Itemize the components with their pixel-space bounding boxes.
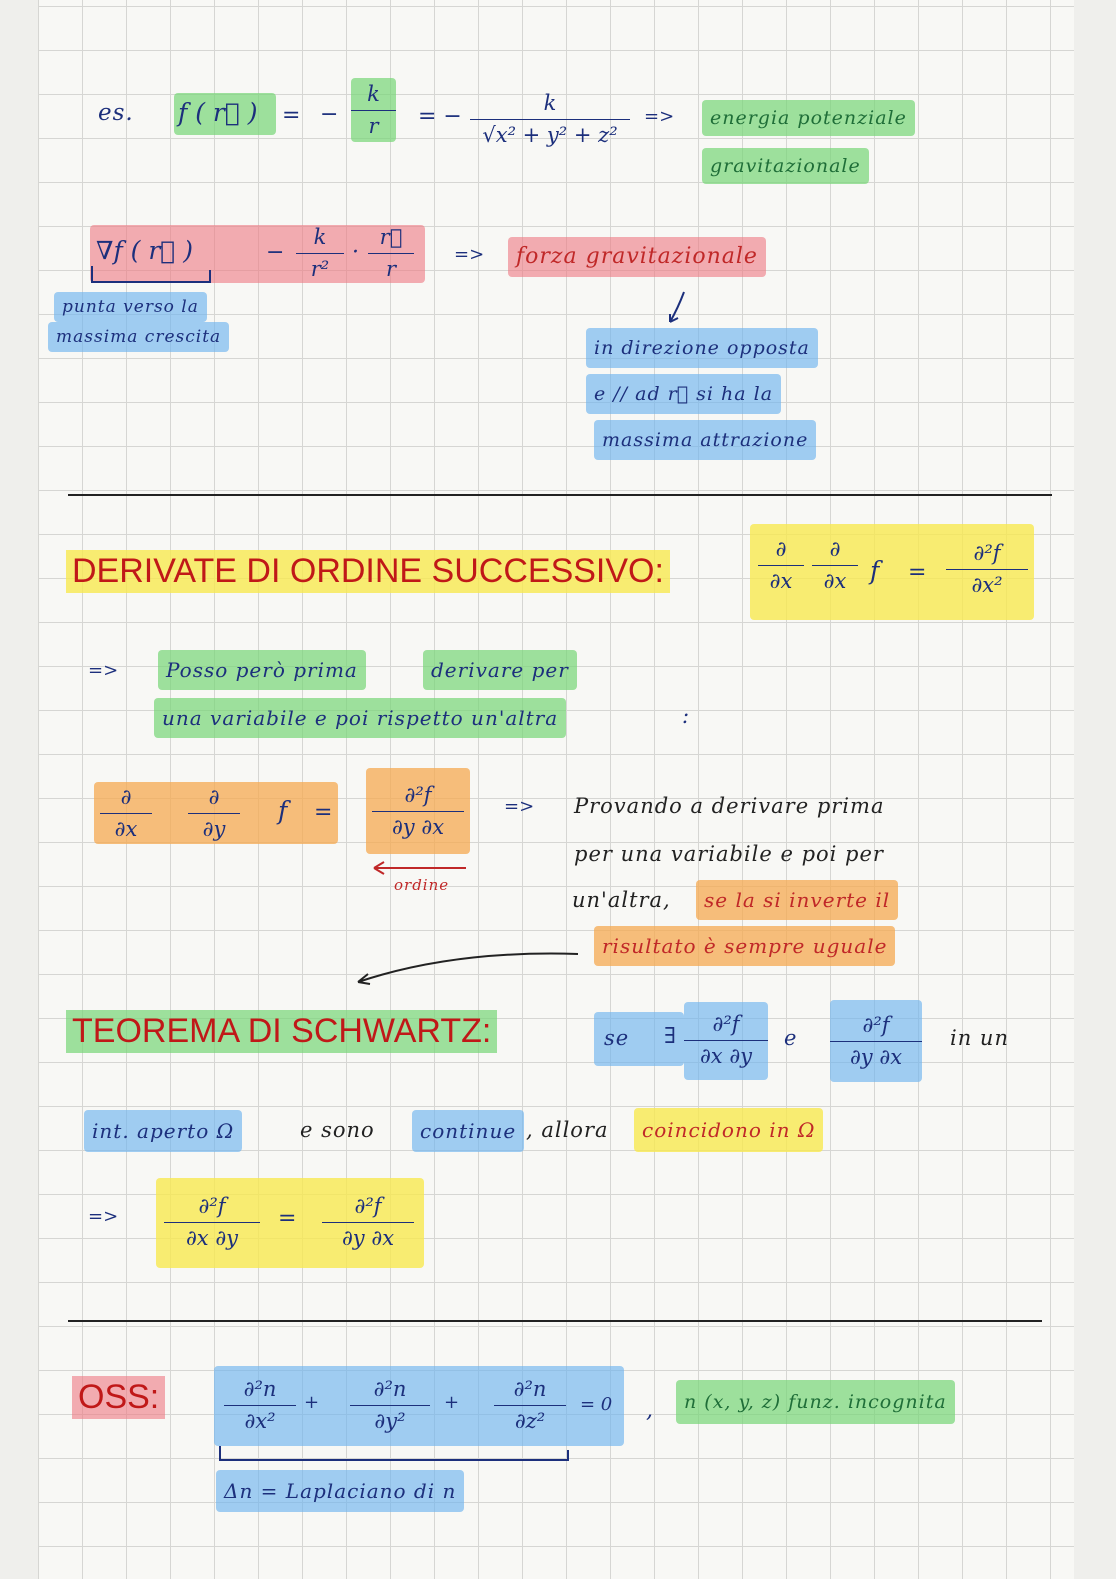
equals-2: = bbox=[908, 560, 927, 585]
frac-d2f-dydx: ∂²f ∂y ∂x bbox=[372, 770, 464, 852]
es-label: es. bbox=[98, 100, 134, 126]
frac-d-dx-c: ∂ ∂x bbox=[100, 774, 152, 852]
energy-label-1: energia potenziale bbox=[702, 100, 915, 136]
frac-d2n-dx2: ∂²n ∂x² bbox=[224, 1364, 296, 1446]
gradient-f: ∇f ( r⃗ ) bbox=[96, 236, 194, 265]
frac-d2f-dydx-a: ∂²f ∂y ∂x bbox=[830, 1000, 922, 1082]
frac-d-dx-a: ∂ ∂x bbox=[758, 530, 804, 600]
continue-label: continue bbox=[412, 1110, 524, 1152]
f-of-r: f ( r⃗ ) bbox=[178, 98, 258, 127]
exists-symbol: ∃ bbox=[664, 1024, 676, 1049]
notebook-page bbox=[38, 0, 1074, 1579]
minus-1: − bbox=[320, 102, 339, 127]
implies-arrow-3: => bbox=[88, 660, 119, 681]
energy-label-2: gravitazionale bbox=[702, 148, 869, 184]
frac-rvec-over-r: r⃗ r bbox=[368, 220, 414, 286]
implies-arrow-2: => bbox=[454, 244, 485, 265]
f-symbol-2: f bbox=[278, 796, 288, 825]
section-divider-2 bbox=[68, 1320, 1042, 1322]
unknown-function-label: n (x, y, z) funz. incognita bbox=[676, 1380, 955, 1424]
frac-d2f-dxdy-b: ∂²f ∂x ∂y bbox=[164, 1180, 260, 1264]
implies-arrow-1: => bbox=[644, 106, 675, 127]
frac-d2f-dydx-b: ∂²f ∂y ∂x bbox=[322, 1180, 414, 1264]
minus-2: − bbox=[266, 240, 285, 265]
e-sono-label: e sono bbox=[300, 1118, 375, 1142]
in-un-label: in un bbox=[950, 1026, 1009, 1050]
heading-derivate: DERIVATE DI ORDINE SUCCESSIVO: bbox=[66, 550, 670, 593]
section-divider-1 bbox=[68, 494, 1052, 496]
implies-arrow-4: => bbox=[504, 796, 535, 817]
plus-2: + bbox=[444, 1392, 460, 1413]
coincidono-label: coincidono in Ω bbox=[634, 1108, 823, 1152]
comma: , bbox=[646, 1398, 653, 1423]
direction-note-3: massima attrazione bbox=[594, 420, 816, 460]
proving-line-3a: un'altra, bbox=[572, 888, 671, 912]
proving-line-1: Provando a derivare prima bbox=[574, 794, 885, 818]
colon: : bbox=[682, 704, 691, 728]
dot-operator: · bbox=[352, 240, 359, 265]
equals-zero: = 0 bbox=[580, 1394, 613, 1415]
frac-d2f-dxdy-a: ∂²f ∂x ∂y bbox=[684, 1000, 768, 1080]
grad-note-2: massima crescita bbox=[48, 322, 229, 352]
order-label: ordine bbox=[394, 876, 450, 894]
allora-label: , allora bbox=[526, 1118, 609, 1142]
f-symbol-1: f bbox=[870, 556, 880, 585]
e-conjunction: e bbox=[784, 1026, 798, 1050]
curved-arrow-1 bbox=[664, 288, 694, 328]
implies-arrow-5: => bbox=[88, 1206, 119, 1227]
plus-1: + bbox=[304, 1392, 320, 1413]
laplacian-underbrace bbox=[214, 1444, 574, 1470]
heading-oss: OSS: bbox=[72, 1376, 165, 1419]
frac-k-over-r2: k r² bbox=[296, 220, 344, 286]
equals-3: = bbox=[314, 800, 333, 825]
frac-d2f-dx2: ∂²f ∂x² bbox=[946, 526, 1028, 612]
proving-line-2: per una variabile e poi per bbox=[574, 842, 884, 866]
direction-note-1: in direzione opposta bbox=[586, 328, 818, 368]
frac-d-dx-b: ∂ ∂x bbox=[812, 530, 858, 600]
line-1a: Posso però prima bbox=[158, 650, 366, 690]
direction-note-2: e // ad r⃗ si ha la bbox=[586, 374, 781, 414]
open-interval-label: int. aperto Ω bbox=[84, 1110, 242, 1152]
equals-minus: = − bbox=[418, 104, 462, 129]
proving-line-3b: se la si inverte il bbox=[696, 880, 898, 920]
proving-line-4: risultato è sempre uguale bbox=[594, 926, 895, 966]
equals-4: = bbox=[278, 1206, 297, 1231]
frac-k-over-sqrt: k √x² + y² + z² bbox=[470, 78, 630, 160]
order-arrow bbox=[370, 858, 470, 878]
frac-d2n-dy2: ∂²n ∂y² bbox=[350, 1364, 430, 1446]
heading-schwartz: TEOREMA DI SCHWARTZ: bbox=[66, 1010, 497, 1053]
line-2: una variabile e poi rispetto un'altra bbox=[154, 698, 566, 738]
frac-d-dy: ∂ ∂y bbox=[188, 774, 240, 852]
frac-k-over-r: k r bbox=[351, 80, 396, 140]
grad-underbrace bbox=[88, 262, 218, 292]
force-label: forza gravitazionale bbox=[508, 237, 766, 277]
se-label: se bbox=[604, 1026, 630, 1050]
equals-1: = bbox=[282, 103, 301, 128]
frac-d2n-dz2: ∂²n ∂z² bbox=[494, 1364, 566, 1446]
laplacian-label: Δn = Laplaciano di n bbox=[216, 1470, 464, 1512]
curved-arrow-2 bbox=[344, 946, 584, 990]
line-1b: derivare per bbox=[423, 650, 577, 690]
grad-note-1: punta verso la bbox=[54, 292, 207, 322]
